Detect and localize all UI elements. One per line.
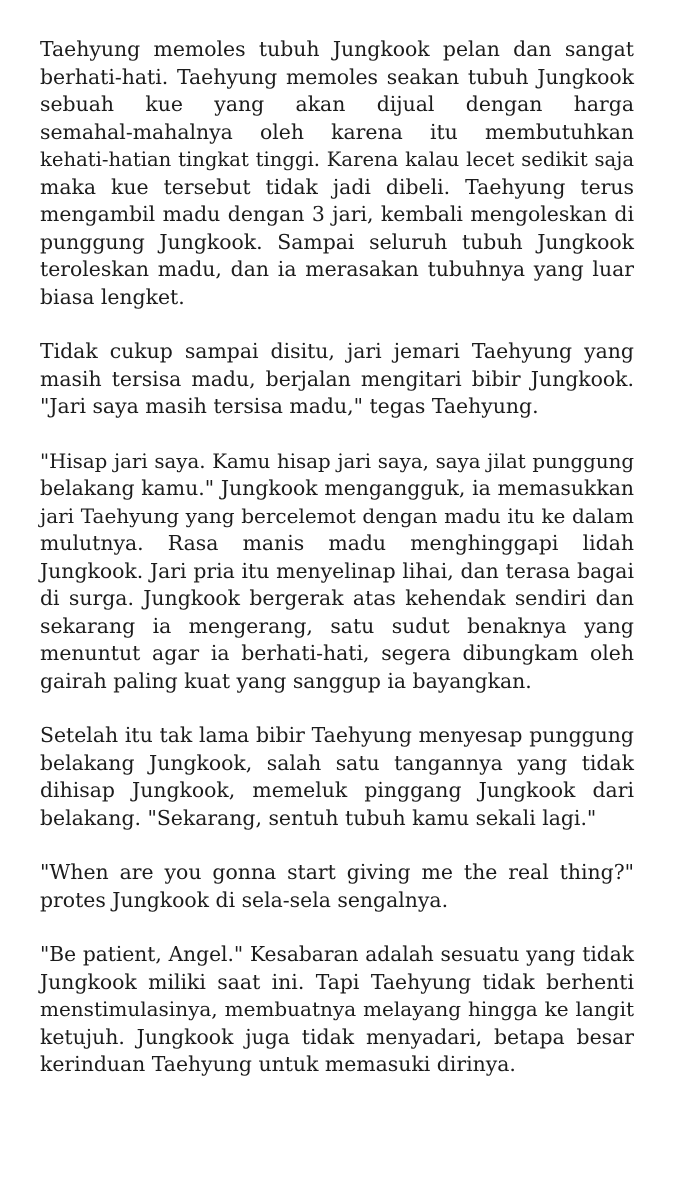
text-line: belakang kamu." Jungkook mengangguk, ia memasukkan	[40, 476, 634, 500]
paragraph	[40, 338, 634, 421]
text-line: jari Taehyung yang bercelemot dengan madu itu ke dalam	[40, 503, 634, 528]
text-line: ketujuh. Jungkook juga tidak menyadari, betapa besar	[40, 1024, 634, 1049]
text-line: belakang. "Sekarang, sentuh tubuh kamu sekali lagi."	[40, 805, 597, 830]
text-line: semahal-mahalnya oleh karena itu membutuhkan	[40, 119, 634, 144]
text-line: "When are you gonna start giving me the real thing?"	[40, 860, 634, 884]
paragraph	[40, 722, 634, 832]
text-line: protes Jungkook di sela-sela sengalnya.	[40, 887, 449, 912]
text-line: berhati-hati. Taehyung memoles seakan tubuh Jungkook	[40, 64, 634, 89]
paragraph	[40, 36, 634, 311]
text-line: mengambil madu dengan 3 jari, kembali mengoleskan di	[40, 202, 634, 226]
text-line: Tidak cukup sampai disitu, jari jemari Taehyung yang	[40, 339, 634, 363]
text-line: biasa lengket.	[40, 284, 185, 309]
paragraph	[40, 941, 634, 1079]
text-line: teroleskan madu, dan ia merasakan tubuhnya yang luar	[40, 257, 634, 281]
text-line: kerinduan Taehyung untuk memasuki dirinya.	[40, 1052, 516, 1076]
text-line: di surga. Jungkook bergerak atas kehendak sendiri dan	[40, 586, 634, 610]
text-line: Jungkook. Jari pria itu menyelinap lihai, dan terasa bagai	[40, 558, 634, 583]
text-line: Taehyung memoles tubuh Jungkook pelan dan sangat	[40, 37, 634, 61]
text-line: kehati-hatian tingkat tinggi. Karena kalau lecet sedikit saja	[40, 148, 634, 171]
text-line: dihisap Jungkook, memeluk pinggang Jungkook dari	[40, 778, 634, 802]
text-line: belakang Jungkook, salah satu tangannya yang tidak	[40, 750, 634, 775]
text-line: "Hisap jari saya. Kamu hisap jari saya, saya jilat punggung	[40, 449, 634, 473]
text-line: gairah paling kuat yang sanggup ia bayangkan.	[40, 668, 532, 693]
text-line: Setelah itu tak lama bibir Taehyung menyesap punggung	[40, 723, 634, 747]
text-line: sebuah kue yang akan dijual dengan harga	[40, 92, 634, 116]
text-line: masih tersisa madu, berjalan mengitari bibir Jungkook.	[40, 366, 634, 391]
text-line: Jungkook miliki saat ini. Tapi Taehyung tidak berhenti	[40, 969, 634, 994]
text-line: "Jari saya masih tersisa madu," tegas Taehyung.	[40, 394, 539, 418]
text-line: maka kue tersebut tidak jadi dibeli. Taehyung terus	[40, 174, 634, 199]
text-line: punggung Jungkook. Sampai seluruh tubuh Jungkook	[40, 229, 634, 254]
paragraph	[40, 859, 634, 914]
story-text	[40, 36, 634, 1079]
text-line: mulutnya. Rasa manis madu menghinggapi lidah	[40, 531, 634, 555]
text-line: menuntut agar ia berhati-hati, segera dibungkam oleh	[40, 641, 634, 665]
text-line: menstimulasinya, membuatnya melayang hingga ke langit	[40, 997, 634, 1021]
text-line: "Be patient, Angel." Kesabaran adalah sesuatu yang tidak	[40, 942, 634, 966]
paragraph	[40, 448, 634, 696]
text-line: sekarang ia mengerang, satu sudut benaknya yang	[40, 613, 634, 638]
